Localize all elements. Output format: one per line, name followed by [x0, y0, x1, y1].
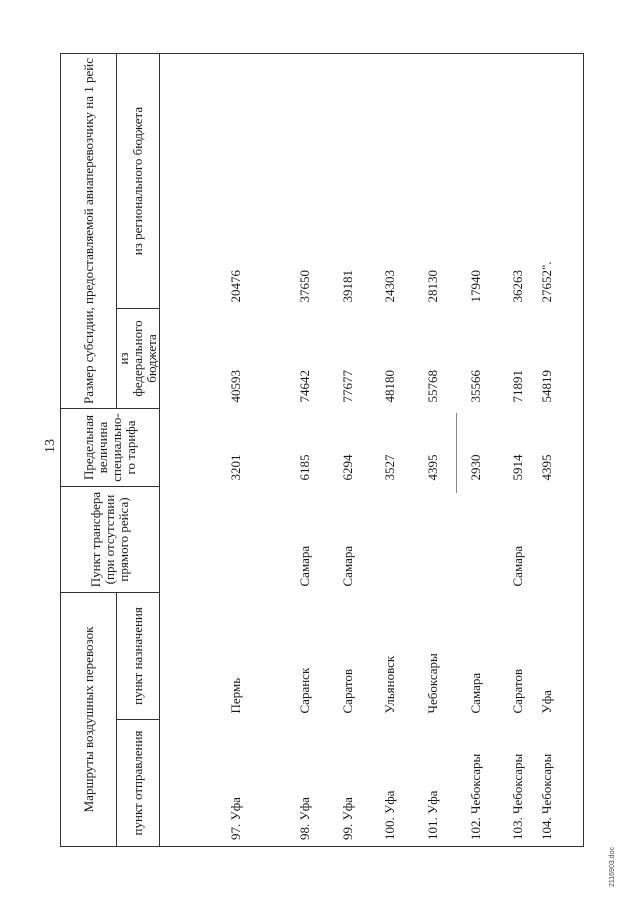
cell-tariff: 2930: [467, 454, 483, 481]
cell-transfer: [539, 487, 583, 593]
cell-regional: 36263: [497, 54, 540, 309]
destination-header: пункт назначения: [117, 593, 160, 720]
cell-federal: 71891: [510, 370, 526, 403]
cell-origin: 102. Чебоксары: [454, 720, 497, 847]
cell-tariff: 3201: [228, 454, 244, 481]
cell-tariff: 5914: [510, 454, 526, 481]
cell-origin: 100. Уфа: [369, 720, 412, 847]
table-row: [160, 54, 284, 847]
page-number: 13: [43, 439, 58, 453]
origin-header: пункт отправления: [117, 720, 160, 847]
routes-group-header: Маршруты воздушных перевозок: [61, 593, 117, 847]
table-body: [160, 54, 584, 847]
cell-regional: 24303: [369, 54, 412, 309]
tariff-header: Предельная величина специально-го тарифа: [61, 409, 160, 487]
table-row: [454, 54, 497, 847]
cell-destination: Самара: [467, 672, 483, 714]
cell-regional: 39181: [326, 54, 369, 309]
cell-destination: Уфа: [539, 593, 583, 720]
document-reference: 2116903.doc: [609, 847, 616, 887]
cell-regional: 20476: [160, 54, 284, 309]
cell-tariff: 6185: [297, 454, 313, 481]
cell-origin: 101. Уфа: [411, 720, 454, 847]
cell-destination: Саранск: [297, 667, 313, 714]
table-row: [539, 54, 583, 847]
table-row: [326, 54, 369, 847]
cell-regional: 17940: [454, 54, 497, 309]
cell-tariff: 6294: [339, 454, 355, 481]
cell-origin: 103. Чебоксары: [497, 720, 540, 847]
cell-destination: Чебоксары: [425, 653, 441, 714]
cell-origin: 98. Уфа: [283, 720, 326, 847]
cell-transfer: [454, 487, 497, 593]
cell-origin: 97. Уфа: [160, 720, 284, 847]
subsidy-group-header: Размер субсидии, предоставляемой авиаперевозчику на 1 рейс: [61, 54, 117, 409]
cell-transfer: Самара: [297, 545, 313, 587]
transfer-header: Пункт трансфера (при отсутствии прямого рейса): [61, 487, 160, 593]
stray-mark: [456, 413, 457, 493]
cell-federal: 55768: [425, 370, 441, 403]
cell-transfer: Самара: [510, 545, 526, 587]
cell-federal: 48180: [382, 370, 398, 403]
cell-regional: 37650: [283, 54, 326, 309]
cell-transfer: [369, 487, 412, 593]
cell-transfer: Самара: [339, 545, 355, 587]
cell-transfer: [160, 487, 284, 593]
cell-origin: 99. Уфа: [326, 720, 369, 847]
subsidy-table: [60, 53, 584, 847]
cell-tariff: 4395: [539, 409, 583, 487]
table-row: [411, 54, 454, 847]
cell-tariff: 4395: [425, 454, 441, 481]
regional-header: из регионального бюджета: [117, 54, 160, 309]
table-row: [497, 54, 540, 847]
cell-federal: 54819: [539, 309, 583, 409]
table-row: [283, 54, 326, 847]
cell-tariff: 3527: [382, 454, 398, 481]
cell-federal: 74642: [297, 370, 313, 403]
cell-regional: 28130: [411, 54, 454, 309]
cell-federal: 35566: [467, 370, 483, 403]
cell-transfer: [411, 487, 454, 593]
cell-origin: 104. Чебоксары: [539, 720, 583, 847]
cell-destination: Саратов: [510, 668, 526, 714]
cell-federal: 40593: [228, 370, 244, 403]
cell-destination: Саратов: [339, 668, 355, 714]
federal-header: из федерального бюджета: [117, 309, 160, 409]
cell-federal: 77677: [339, 370, 355, 403]
cell-destination: Ульяновск: [382, 655, 398, 714]
cell-regional: 27652".: [539, 54, 583, 309]
cell-destination: Пермь: [228, 677, 244, 714]
table-row: [369, 54, 412, 847]
